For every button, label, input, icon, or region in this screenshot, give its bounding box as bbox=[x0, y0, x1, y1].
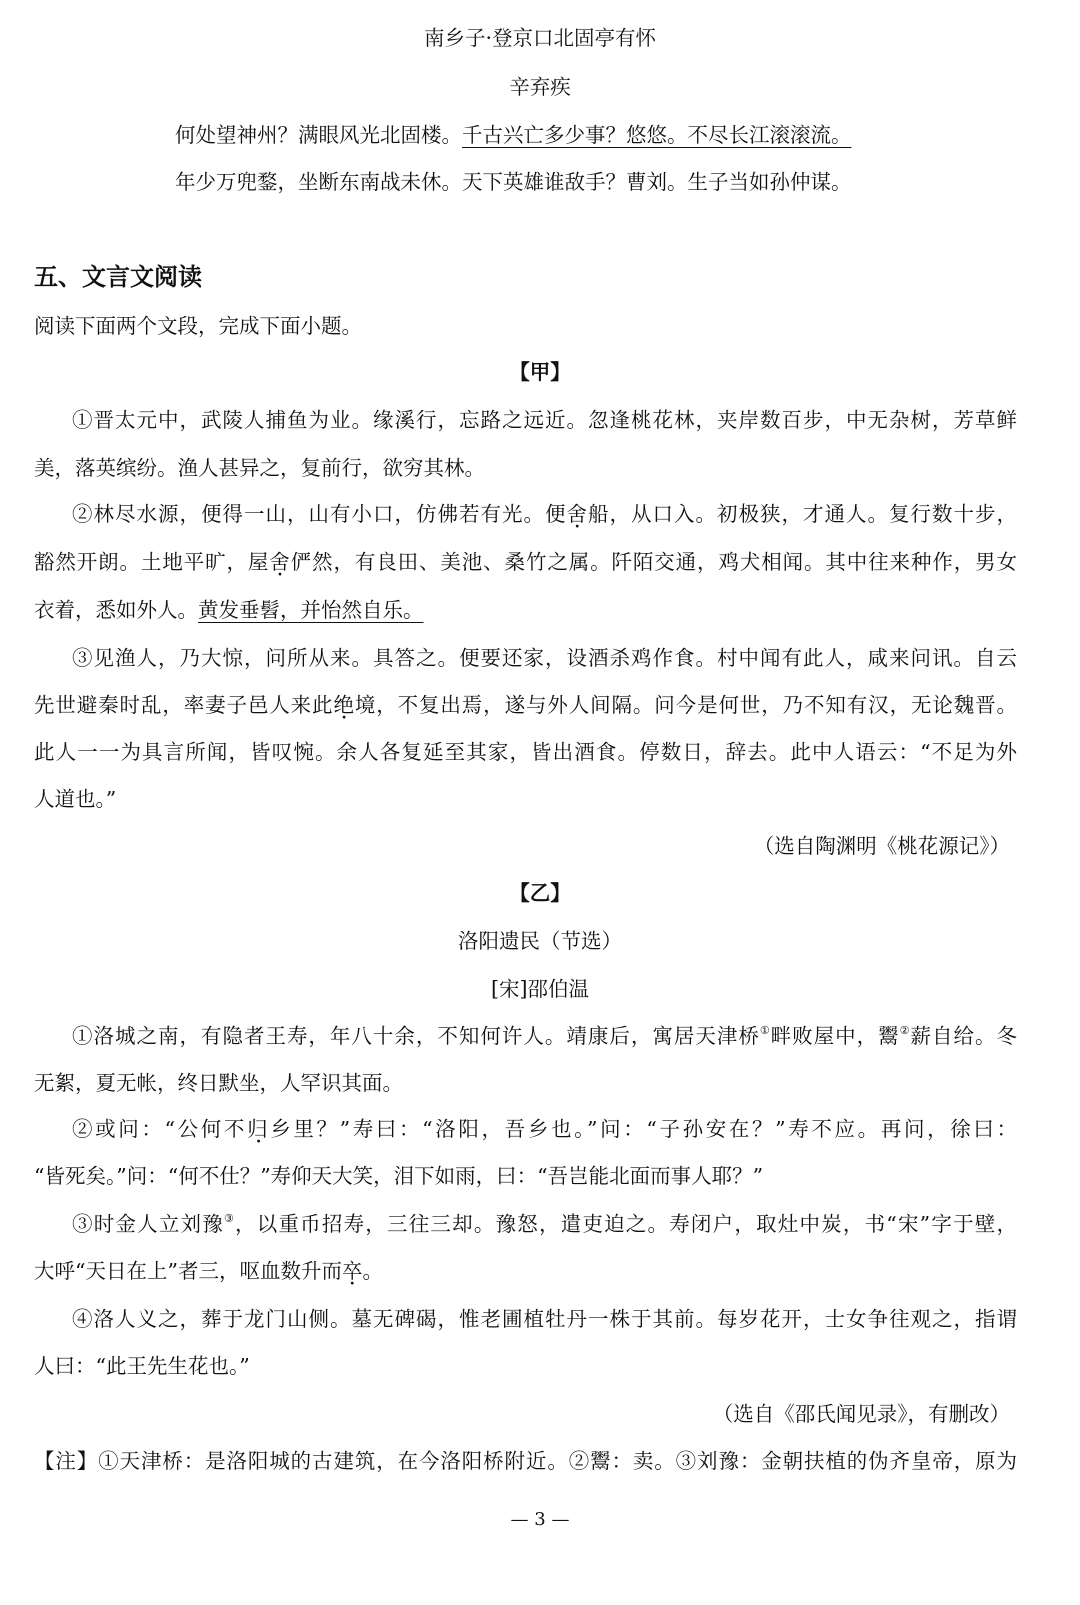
jia-p2-line1-a: ②林尽水源，便得一山，山有小口，仿佛若有光。便 bbox=[72, 502, 567, 526]
yi-p1-line1-c: 薪自给。冬 bbox=[910, 1024, 1017, 1048]
jia-p2-line2-dotted: 舍 bbox=[269, 550, 291, 574]
jia-p3-line4: 人道也。” bbox=[34, 787, 117, 811]
poem-line-1 bbox=[175, 125, 852, 146]
footnote-text: 【注】①天津桥：是洛阳城的古建筑，在今洛阳桥附近。②鬻：卖。③刘豫：金朝扶植的伪齐皇帝，原为 bbox=[34, 1449, 1017, 1473]
yi-title: 洛阳遗民（节选） bbox=[458, 929, 622, 953]
jia-p2-line3-underlined: 黄发垂髫，并怡然自乐。 bbox=[198, 598, 424, 622]
footnote-ref-3: ③ bbox=[223, 1212, 236, 1225]
jia-p1-line2: 美，落英缤纷。渔人甚异之，复前行，欲穷其林。 bbox=[34, 456, 485, 480]
yi-p1-line1 bbox=[72, 1026, 1017, 1047]
poem-line-1-plain: 何处望神州？满眼风光北固楼。 bbox=[175, 123, 462, 147]
section-heading: 五、文言文阅读 bbox=[34, 263, 202, 291]
yi-source: （选自《邵氏闻见录》，有删改） bbox=[712, 1402, 1010, 1426]
yi-p4-line2: 人曰：“此王先生花也。” bbox=[34, 1354, 250, 1378]
yi-author: [宋]邵伯温 bbox=[491, 977, 589, 1001]
passage-jia-label: 【甲】 bbox=[509, 360, 571, 384]
yi-p2-line2: “皆死矣。”问：“何不仕？”寿仰天大笑，泪下如雨，曰：“吾岂能北面而事人耶？” bbox=[34, 1164, 764, 1188]
footnote-ref-1: ① bbox=[759, 1024, 771, 1037]
yi-p1-line1-a: ①洛城之南，有隐者王寿，年八十余，不知何许人。靖康后，寓居天津桥 bbox=[72, 1024, 760, 1048]
yi-p1-line1-b: 畔败屋中，鬻 bbox=[770, 1024, 900, 1048]
jia-p3-line2 bbox=[34, 695, 1017, 716]
yi-p2-line1-a: ②或问：“公何不 bbox=[72, 1117, 248, 1141]
yi-p3-line2 bbox=[34, 1261, 383, 1282]
yi-p3-line1-a: ③时金人立刘豫 bbox=[72, 1212, 224, 1236]
jia-p3-line2-dotted: 绝 bbox=[333, 693, 355, 717]
yi-p4-line1: ④洛人义之，葬于龙门山侧。墓无碑碣，惟老圃植牡丹一株于其前。每岁花开，士女争往观之，指谓 bbox=[72, 1307, 1017, 1331]
section-instruction: 阅读下面两个文段，完成下面小题。 bbox=[34, 314, 362, 338]
jia-source: （选自陶渊明《桃花源记》） bbox=[753, 834, 1010, 858]
poem-line-1-underlined: 千古兴亡多少事？悠悠。不尽长江滚滚流。 bbox=[462, 123, 852, 147]
yi-p3-line2-b: 。 bbox=[362, 1259, 383, 1283]
yi-p2-line1-dotted: 归 bbox=[247, 1117, 271, 1141]
page-number: — 3 — bbox=[510, 1509, 570, 1530]
jia-p1-line1: ①晋太元中，武陵人捕鱼为业。缘溪行，忘路之远近。忽逢桃花林，夹岸数百步，中无杂树，芳草鲜 bbox=[72, 408, 1017, 432]
yi-p2-line1-b: 乡里？”寿曰：“洛阳，吾乡也。”问：“子孙安在？”寿不应。再问，徐曰： bbox=[270, 1117, 1018, 1141]
passage-yi-label: 【乙】 bbox=[509, 881, 571, 905]
jia-p2-line2-a: 豁然开朗。土地平旷，屋 bbox=[34, 550, 270, 574]
footnote-ref-2: ② bbox=[899, 1024, 911, 1037]
jia-p2-line1-b: 船，从口入。初极狭，才通人。复行数十步， bbox=[588, 502, 1017, 526]
yi-p1-line2: 无絮，夏无帐，终日默坐，人罕识其面。 bbox=[34, 1071, 403, 1095]
jia-p2-line3 bbox=[34, 600, 424, 621]
jia-p3-line2-a: 先世避秦时乱，率妻子邑人来此 bbox=[34, 693, 334, 717]
yi-p3-line1 bbox=[72, 1214, 1017, 1235]
poem-line-2: 年少万兜鍪，坐断东南战未休。天下英雄谁敌手？曹刘。生子当如孙仲谋。 bbox=[175, 170, 852, 194]
yi-p2-line1 bbox=[72, 1119, 1017, 1140]
yi-p3-line1-b: ，以重币招寿，三往三却。豫怒，遣吏迫之。寿闭户，取灶中炭，书“宋”字于壁， bbox=[235, 1212, 1017, 1236]
jia-p2-line1 bbox=[72, 504, 1017, 525]
jia-p2-line3-a: 衣着，悉如外人。 bbox=[34, 598, 198, 622]
yi-p3-line2-dotted: 卒 bbox=[341, 1259, 363, 1283]
jia-p3-line2-b: 境，不复出焉，遂与外人间隔。问今是何世，乃不知有汉，无论魏晋。 bbox=[354, 693, 1018, 717]
jia-p3-line3: 此人一一为具言所闻，皆叹惋。余人各复延至其家，皆出酒食。停数日，辞去。此中人语云：“不足为外 bbox=[34, 740, 1017, 764]
jia-p2-line2-b: 俨然，有良田、美池、桑竹之属。阡陌交通，鸡犬相闻。其中往来种作，男女 bbox=[290, 550, 1018, 574]
jia-p2-line1-dotted: 舍 bbox=[566, 502, 588, 526]
jia-p2-line2 bbox=[34, 552, 1017, 573]
poem-author: 辛弃疾 bbox=[509, 75, 571, 99]
jia-p3-line1: ③见渔人，乃大惊，问所从来。具答之。便要还家，设酒杀鸡作食。村中闻有此人，咸来问讯。自云 bbox=[72, 646, 1017, 670]
poem-title: 南乡子·登京口北固亭有怀 bbox=[423, 26, 657, 50]
yi-p3-line2-a: 大呼“天日在上”者三，呕血数升而 bbox=[34, 1259, 342, 1283]
